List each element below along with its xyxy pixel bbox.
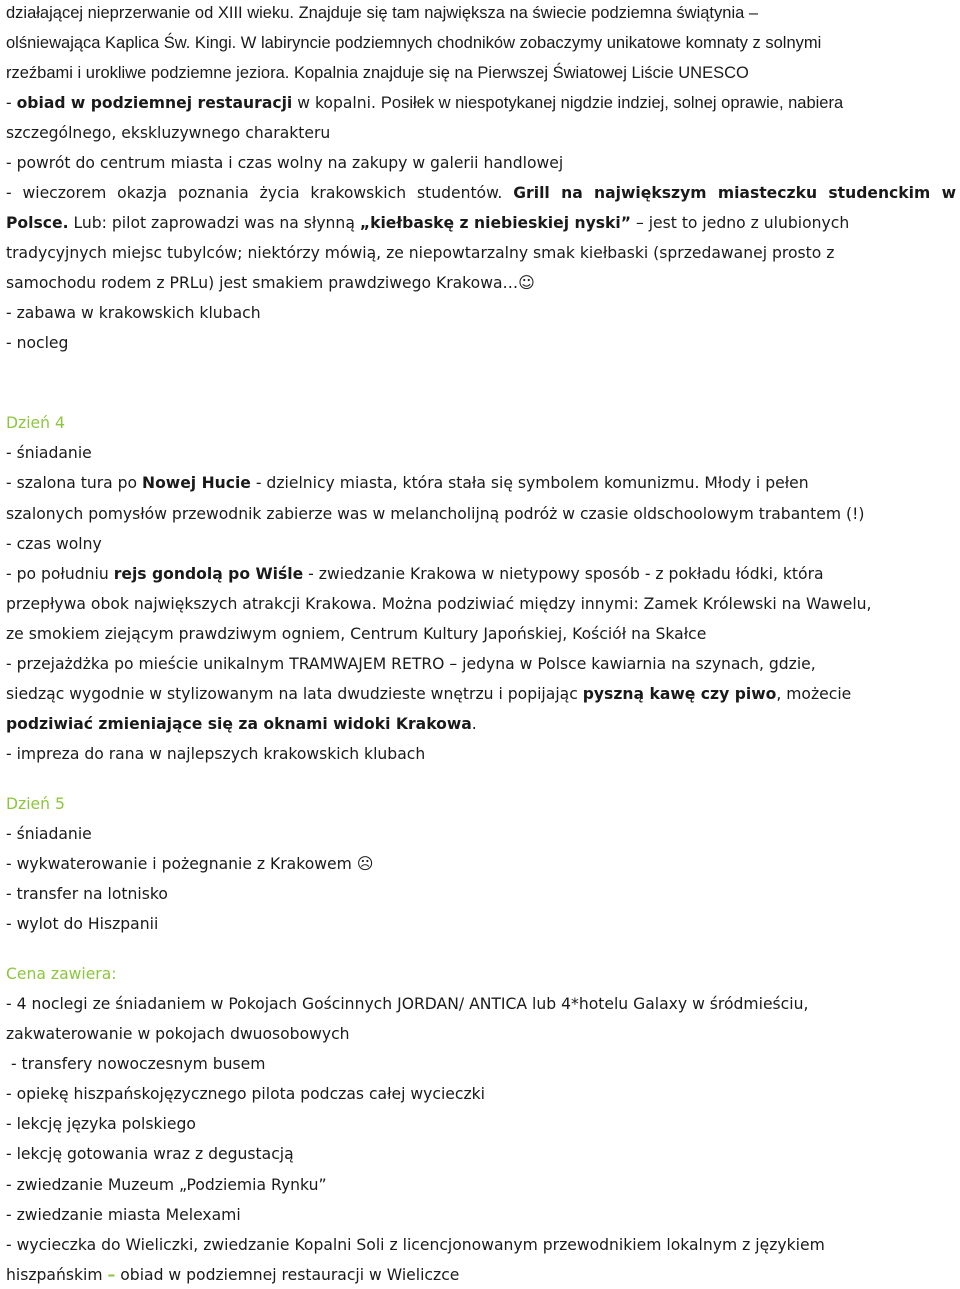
text-line: [6, 273, 535, 293]
text-segment: rzeźbami i urokliwe podziemne jeziora. Kopalnia znajduje się na Pierwszej Światowej Liście UNESCO: [6, 64, 749, 82]
text-line: - czas wolny: [6, 535, 102, 553]
text-line: - opiekę hiszpańskojęzycznego pilota podczas całej wycieczki: [6, 1085, 486, 1103]
section-heading-price: Cena zawiera:: [6, 965, 117, 983]
accent-dash: –: [107, 1266, 116, 1284]
text-line: [6, 854, 373, 874]
text-line: działającej nieprzerwanie od XIII wieku. Znajduje się tam największa na świecie podziemna świątynia –: [6, 4, 759, 22]
text-line: szalonych pomysłów przewodnik zabierze was w melancholijną podróż w czasie oldschoolowym trabantem (!): [6, 505, 865, 523]
text-line: [6, 1265, 459, 1285]
text-line: [6, 684, 851, 704]
text-line: [6, 213, 849, 233]
text-line: - przejażdżka po mieście unikalnym TRAMWAJEM RETRO – jedyna w Polsce kawiarnia na szynach, gdzie,: [6, 655, 816, 673]
text-line: - nocleg: [6, 334, 69, 352]
text-line: [6, 63, 749, 83]
text-segment: - wieczorem okazja poznania życia krakowskich studentów.: [6, 184, 514, 202]
text-line: [6, 473, 809, 493]
text-line: - zabawa w krakowskich klubach: [6, 304, 261, 322]
text-line: [6, 93, 843, 113]
text-line: - 4 noclegi ze śniadaniem w Pokojach Gościnnych JORDAN/ ANTICA lub 4*hotelu Galaxy w śródmieściu,: [6, 995, 809, 1013]
text-line: - śniadanie: [6, 444, 92, 462]
text-line: [6, 714, 477, 734]
text-line: - wycieczka do Wieliczki, zwiedzanie Kopalni Soli z licencjonowanym przewodnikiem lokalnym z językiem: [6, 1236, 825, 1254]
text-line: - zwiedzanie Muzeum „Podziemia Rynku”: [6, 1176, 327, 1194]
text-segment: - wykwaterowanie i pożegnanie z Krakowem: [6, 855, 357, 873]
text-segment: Posiłek w niespotykanej nigdzie indziej, solnej oprawie, nabiera: [380, 94, 844, 112]
text-segment: , możecie: [776, 685, 852, 703]
text-segment: samochodu rodem z PRLu) jest smakiem prawdziwego Krakowa…: [6, 274, 519, 292]
text-segment: siedząc wygodnie w stylizowanym na lata dwudzieste wnętrzu i popijając: [6, 685, 583, 703]
text-line: szczególnego, ekskluzywnego charakteru: [6, 124, 331, 142]
text-line: - impreza do rana w najlepszych krakowskich klubach: [6, 745, 426, 763]
bold-text: pyszną kawę czy piwo: [582, 685, 777, 703]
text-segment: w kopalni.: [292, 94, 381, 112]
text-line: - powrót do centrum miasta i czas wolny na zakupy w galerii handlowej: [6, 154, 564, 172]
text-line: tradycyjnych miejsc tubylców; niektórzy mówią, ze niepowtarzalny smak kiełbaski (sprzedawanej prosto z: [6, 244, 835, 262]
text-line: ze smokiem ziejącym prawdziwym ogniem, Centrum Kultury Japońskiej, Kościół na Skałce: [6, 625, 707, 643]
bold-text: obiad w podziemnej restauracji: [16, 94, 293, 112]
section-heading-day4: Dzień 4: [6, 414, 65, 432]
text-line: przepływa obok największych atrakcji Krakowa. Można podziwiać między innymi: Zamek Królewski na Wawelu,: [6, 595, 872, 613]
text-line: - zwiedzanie miasta Melexami: [6, 1206, 241, 1224]
text-segment: - po południu: [6, 565, 114, 583]
text-line: - śniadanie: [6, 825, 92, 843]
bold-text: Polsce.: [6, 214, 69, 232]
text-segment: Lub: pilot zaprowadzi was na słynną: [68, 214, 360, 232]
text-line: - transfer na lotnisko: [6, 885, 168, 903]
frown-icon: ☹: [356, 854, 374, 873]
text-line: - wylot do Hiszpanii: [6, 915, 159, 933]
text-line: - lekcję gotowania wraz z degustacją: [6, 1145, 294, 1163]
text-line: [6, 564, 824, 584]
text-line: - transfery nowoczesnym busem: [6, 1055, 266, 1073]
bold-text: Grill na największym miasteczku studenckim w: [513, 184, 956, 202]
section-heading-day5: Dzień 5: [6, 795, 65, 813]
text-line: - lekcję języka polskiego: [6, 1115, 196, 1133]
bold-text: Nowej Hucie: [142, 474, 251, 492]
text-segment: obiad w podziemnej restauracji w Wieliczce: [115, 1266, 460, 1284]
text-segment: hiszpańskim: [6, 1266, 108, 1284]
text-segment: - szalona tura po: [6, 474, 143, 492]
bold-text: rejs gondolą po Wiśle: [113, 565, 304, 583]
text-line: olśniewająca Kaplica Św. Kingi. W labiryncie podziemnych chodników zobaczymy unikatowe komnaty z solnymi: [6, 34, 822, 52]
text-line: [6, 183, 956, 203]
text-segment: - zwiedzanie Krakowa w nietypowy sposób - z pokładu łódki, która: [303, 565, 824, 583]
text-segment: -: [6, 94, 17, 112]
smiley-icon: ☺: [518, 273, 535, 292]
bold-text: podziwiać zmieniające się za oknami widoki Krakowa: [6, 715, 472, 733]
text-segment: .: [471, 715, 477, 733]
text-segment: – jest to jedno z ulubionych: [630, 214, 850, 232]
bold-text: „kiełbaskę z niebieskiej nyski”: [359, 214, 631, 232]
text-line: zakwaterowanie w pokojach dwuosobowych: [6, 1025, 350, 1043]
text-segment: - dzielnicy miasta, która stała się symbolem komunizmu. Młody i pełen: [250, 474, 809, 492]
